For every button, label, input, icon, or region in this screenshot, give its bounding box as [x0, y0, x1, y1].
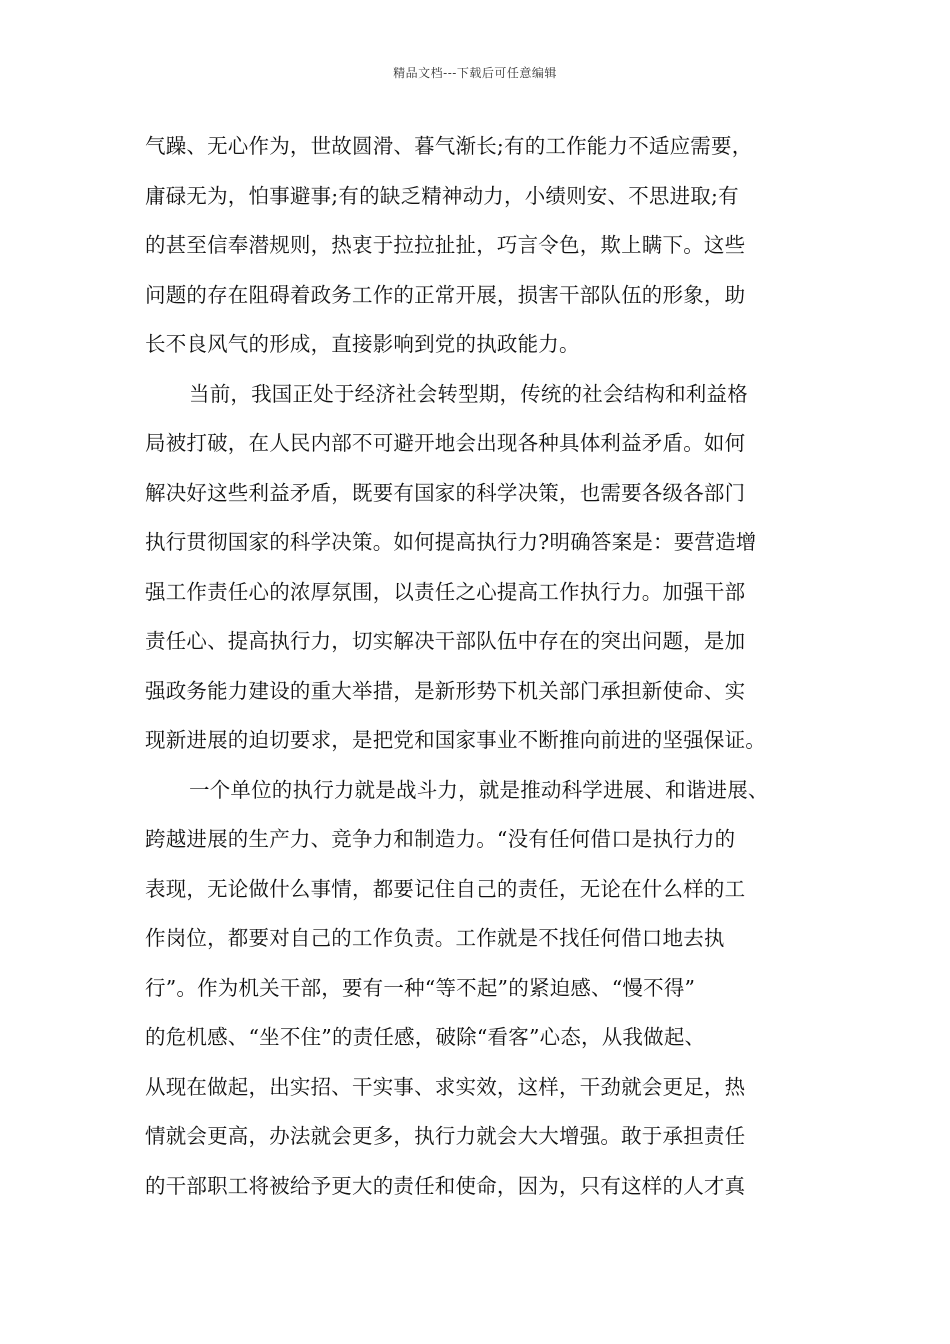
text-line: 表现，无论做什么事情，都要记住自己的责任，无论在什么样的工 [145, 876, 746, 901]
text-line: 现新进展的迫切要求，是把党和国家事业不断推向前进的坚强保证。 [145, 728, 766, 752]
paragraph-3 [145, 776, 845, 1222]
paragraph-2 [145, 380, 845, 776]
text-line: 执行贯彻国家的科学决策。如何提高执行力?明确答案是：要营造增 [145, 530, 757, 554]
text-line: 强工作责任心的浓厚氛围，以责任之心提高工作执行力。加强干部 [145, 579, 746, 604]
document-body [145, 132, 845, 1221]
text-line: 责任心、提高执行力，切实解决干部队伍中存在的突出问题，是加 [145, 629, 746, 653]
text-line: 气躁、无心作为，世故圆滑、暮气渐长;有的工作能力不适应需要， [145, 134, 753, 158]
text-line: 的危机感、“坐不住”的责任感，破除“看客”心态，从我做起、 [145, 1025, 706, 1049]
text-line: 行”。作为机关干部，要有一种“等不起”的紧迫感、“慢不得” [145, 975, 696, 1000]
text-line: 局被打破，在人民内部不可避开地会出现各种具体利益矛盾。如何 [145, 431, 746, 455]
text-line: 的甚至信奉潜规则，热衷于拉拉扯扯，巧言令色，欺上瞒下。这些 [145, 233, 746, 257]
page-header: 精品文档---下载后可任意编辑 [393, 66, 557, 80]
text-line: 解决好这些利益矛盾，既要有国家的科学决策，也需要各级各部门 [145, 480, 746, 505]
text-line: 当前，我国正处于经济社会转型期，传统的社会结构和利益格 [189, 381, 748, 406]
text-line: 的干部职工将被给予更大的责任和使命，因为，只有这样的人才真 [145, 1173, 746, 1198]
text-line: 一个单位的执行力就是战斗力，就是推动科学进展、和谐进展、 [189, 777, 769, 802]
text-line: 问题的存在阻碍着政务工作的正常开展，损害干部队伍的形象，助 [145, 282, 746, 307]
paragraph-1 [145, 132, 845, 380]
text-line: 强政务能力建设的重大举措，是新形势下机关部门承担新使命、实 [145, 678, 746, 703]
text-line: 作岗位，都要对自己的工作负责。工作就是不找任何借口地去执 [145, 926, 725, 950]
text-line: 跨越进展的生产力、竞争力和制造力。“没有任何借口是执行力的 [145, 827, 736, 851]
text-line: 庸碌无为，怕事避事;有的缺乏精神动力，小绩则安、不思进取;有 [145, 183, 739, 208]
text-line: 长不良风气的形成，直接影响到党的执政能力。 [145, 332, 580, 356]
text-line: 从现在做起，出实招、干实事、求实效，这样，干劲就会更足，热 [145, 1074, 746, 1099]
text-line: 情就会更高，办法就会更多，执行力就会大大增强。敢于承担责任 [145, 1124, 746, 1148]
